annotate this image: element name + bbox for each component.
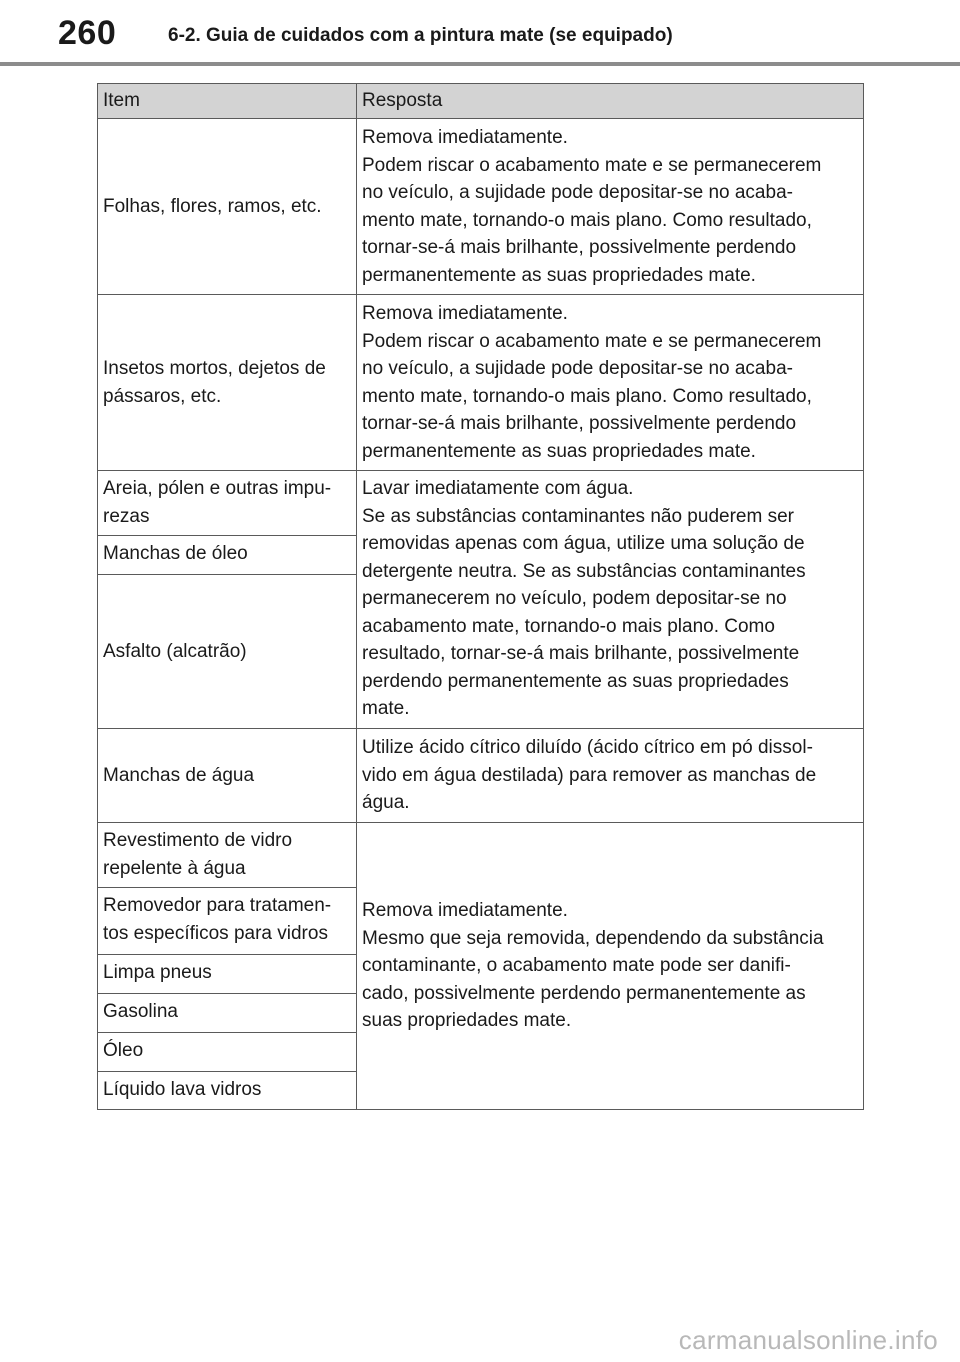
item-text: Gasolina — [103, 1001, 178, 1022]
response-line: Mesmo que seja removida, dependendo da substância — [362, 927, 824, 949]
item-cell — [98, 823, 357, 888]
response-line: permanentemente as suas propriedades mate. — [362, 440, 756, 462]
response-line: resultado, tornar-se-á mais brilhante, possivelmente — [362, 643, 800, 664]
response-line: mento mate, tornando-o mais plano. Como resultado, — [362, 385, 812, 407]
response-line: Remova imediatamente. — [362, 900, 568, 922]
response-cell — [357, 823, 864, 1110]
response-line: tornar-se-á mais brilhante, possivelmente perdendo — [362, 413, 797, 434]
response-line: Utilize ácido cítrico diluído (ácido cítrico em pó dissol- — [362, 737, 813, 759]
response-line: Podem riscar o acabamento mate e se permanecerem — [362, 154, 822, 176]
table-row — [98, 729, 864, 823]
item-text: Óleo — [103, 1040, 144, 1061]
item-text: pássaros, etc. — [103, 385, 222, 407]
response-line: Lavar imediatamente com água. — [362, 478, 634, 499]
response-line: Podem riscar o acabamento mate e se permanecerem — [362, 330, 822, 352]
response-line: detergente neutra. Se as substâncias contaminantes — [362, 560, 806, 582]
item-cell — [98, 1072, 357, 1110]
response-line: mate. — [362, 698, 410, 719]
table-row — [98, 471, 864, 536]
table-row — [98, 823, 864, 888]
response-line: tornar-se-á mais brilhante, possivelmente perdendo — [362, 237, 797, 258]
item-cell — [98, 729, 357, 823]
item-text: repelente à água — [103, 857, 246, 879]
response-line: vido em água destilada) para remover as manchas de — [362, 764, 817, 786]
item-text: Limpa pneus — [103, 962, 212, 983]
response-cell — [357, 119, 864, 295]
response-line: acabamento mate, tornando-o mais plano. Como — [362, 615, 775, 637]
item-text: Manchas de água — [103, 764, 255, 786]
item-cell — [98, 119, 357, 295]
item-cell — [98, 536, 357, 575]
item-text: Manchas de óleo — [103, 543, 248, 564]
watermark: carmanualsonline.info — [678, 1325, 938, 1355]
response-line: no veículo, a sujidade pode depositar-se no acaba- — [362, 358, 793, 379]
table-row — [98, 295, 864, 471]
section-title: 6-2. Guia de cuidados com a pintura mate (se equipado) — [168, 25, 673, 46]
page-header — [0, 0, 960, 66]
column-header-response: Resposta — [357, 84, 864, 119]
response-line: suas propriedades mate. — [362, 1010, 572, 1032]
item-text: Folhas, flores, ramos, etc. — [103, 195, 322, 217]
page-number: 260 — [58, 14, 117, 52]
response-cell — [357, 471, 864, 729]
response-cell — [357, 295, 864, 471]
response-line: água. — [362, 792, 410, 814]
response-line: perdendo permanentemente as suas propriedades — [362, 670, 789, 692]
item-text: tos específicos para vidros — [103, 922, 328, 944]
item-cell — [98, 1033, 357, 1072]
response-cell — [357, 729, 864, 823]
item-cell — [98, 471, 357, 536]
header-divider — [0, 62, 960, 66]
response-line: contaminante, o acabamento mate pode ser danifi- — [362, 955, 791, 977]
item-cell — [98, 575, 357, 729]
item-text: Insetos mortos, dejetos de — [103, 358, 326, 379]
item-text: Areia, pólen e outras impu- — [103, 478, 332, 499]
response-line: cado, possivelmente perdendo permanentemente as — [362, 982, 806, 1004]
response-line: Remova imediatamente. — [362, 127, 568, 148]
response-line: Remova imediatamente. — [362, 303, 568, 324]
item-cell — [98, 994, 357, 1033]
response-line: mento mate, tornando-o mais plano. Como resultado, — [362, 209, 812, 231]
response-line: removidas apenas com água, utilize uma solução de — [362, 533, 805, 554]
response-line: permanentemente as suas propriedades mate. — [362, 264, 756, 286]
item-text: Revestimento de vidro — [103, 830, 293, 851]
response-line: Se as substâncias contaminantes não puderem ser — [362, 505, 794, 527]
table-row — [98, 119, 864, 295]
item-text: rezas — [103, 505, 150, 527]
item-text: Líquido lava vidros — [103, 1079, 262, 1100]
item-cell — [98, 888, 357, 955]
response-line: no veículo, a sujidade pode depositar-se no acaba- — [362, 182, 793, 203]
care-table — [97, 83, 864, 1110]
response-line: permanecerem no veículo, podem depositar-se no — [362, 588, 787, 609]
item-text: Removedor para tratamen- — [103, 895, 332, 916]
column-header-item: Item — [98, 84, 357, 119]
item-text: Asfalto (alcatrão) — [103, 640, 247, 662]
item-cell — [98, 955, 357, 994]
table-header-row — [98, 84, 864, 119]
item-cell — [98, 295, 357, 471]
